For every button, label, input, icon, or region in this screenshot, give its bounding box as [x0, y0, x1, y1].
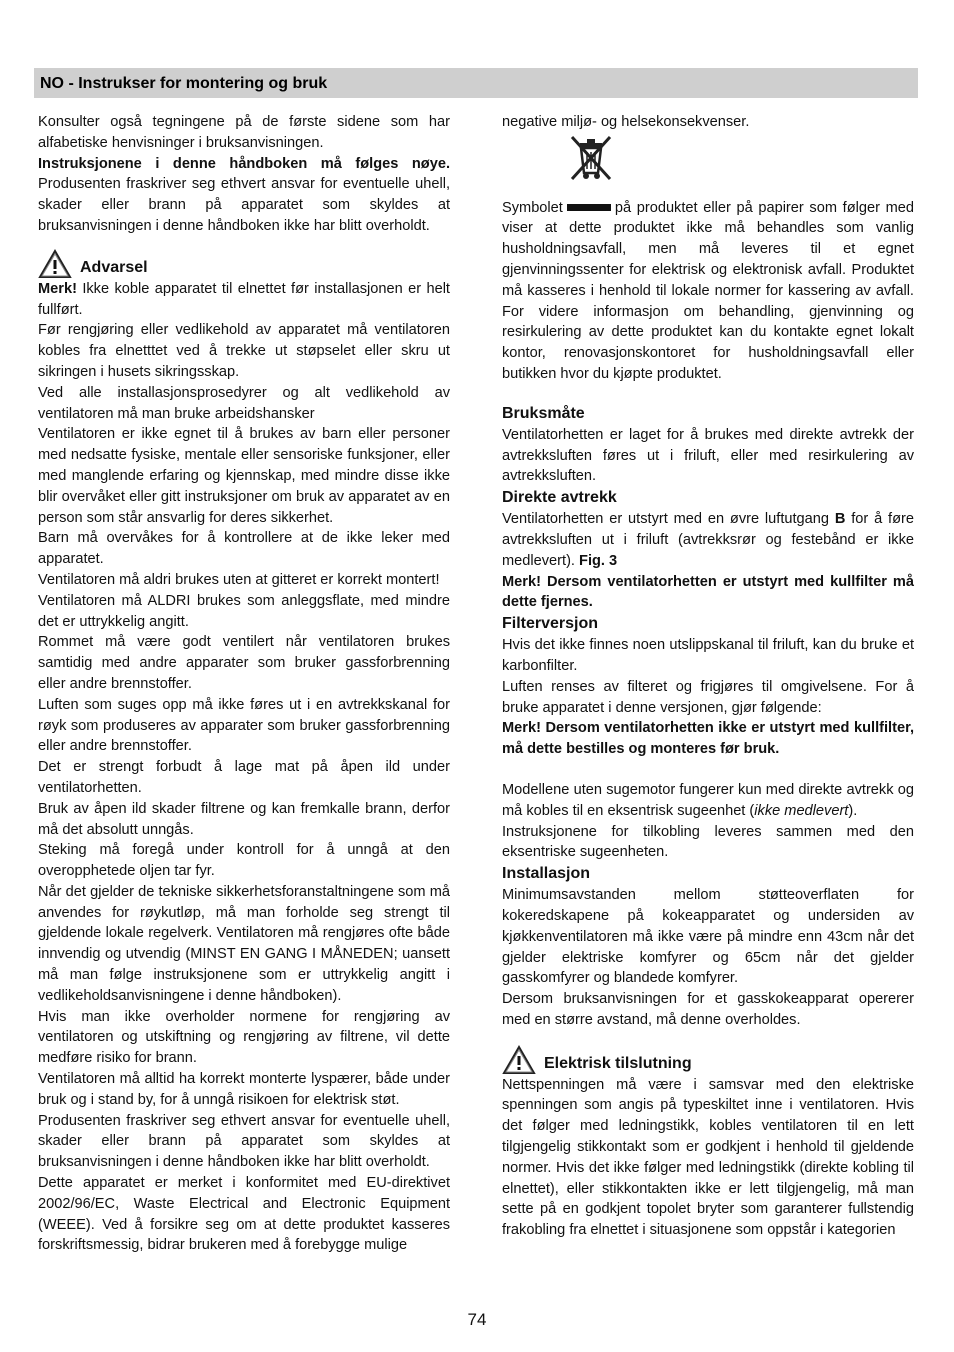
weee-paragraph: Dette apparatet er merket i konformitet med EU-direktivet 2002/96/EC, Waste Electrical and Electronic Equipment (WEEE). Ved å forsikre seg om at dette produktet kasseres forskriftsmessig, bidrar brukeren med å forebygge mulige — [38, 1175, 450, 1254]
section-header — [34, 68, 918, 98]
crossed-bin-icon — [566, 133, 616, 183]
warning-title: Advarsel — [80, 258, 148, 276]
install-paragraph: Minimumsavstanden mellom støtteoverflaten for kokeredskapene på kokeapparatet og undersiden av kjøkkenventilatoren må ikke være på mindre enn 43cm når det gjelder elektriske komfyrer og 65cm når det gjelder gasskomfyrer og blandede komfyrer. — [502, 887, 914, 987]
direkte-paragraph: Ventilatorhetten er utstyrt med en øvre luftutgang B for å føre avtrekksluften ut i friluft (avtrekksrør og festebånd er ikke medlevert). Fig. 3 — [502, 511, 914, 569]
weee-symbol — [566, 133, 914, 190]
page-number: 74 — [467, 1310, 487, 1329]
filter-paragraph: Luften renses av filteret og frigjøres til omgivelsene. For å bruke apparatet i denne versjonen, gjør følgende: — [502, 678, 914, 716]
warning-paragraph: Barn må overvåkes for å kontrollere at de ikke leker med apparatet. — [38, 530, 450, 568]
right-column — [502, 112, 914, 1241]
bruk-paragraph: Ventilatorhetten er laget for å brukes med direkte avtrekk der avtrekksluften føres ut i friluft, eller med resirkulering av avtrekksluften. — [502, 426, 914, 485]
weee-continuation: negative miljø- og helsekonsekvenser. — [502, 114, 750, 130]
modell-paragraph: Modellene uten sugemotor fungerer kun med direkte avtrekk og må kobles til en eksentrisk sugeenhet (ikke medlevert). — [502, 781, 914, 819]
elek-heading — [502, 1045, 914, 1075]
filter-title: Filterversjon — [502, 615, 599, 633]
warning-paragraph: Luften som suges opp må ikke føres ut i en avtrekkskanal for røyk som produseres av apparater som bruker gassforbrenning eller andre brennstoffer. — [38, 696, 450, 755]
direkte-title: Direkte avtrekk — [502, 489, 617, 507]
warning-paragraph: Hvis man ikke overholder normene for rengjøring av ventilatoren og utskiftning og rengjøring av filtrene, vil dette medføre risiko for brann. — [38, 1008, 450, 1067]
warning-paragraph: Produsenten fraskriver seg ethvert ansvar for eventuelle uhell, skader eller brann på apparatet som skyldes at bruksanvisningen i denne håndboken ikke har blitt overholdt. — [38, 1112, 450, 1171]
warning-paragraph: Ventilatoren må ALDRI brukes som anleggsflate, med mindre det er uttrykkelig angitt. — [38, 592, 450, 630]
warning-paragraph: Når det gjelder de tekniske sikkerhetsforanstaltningene som må anvendes for røykutløp, må man forholde seg strengt til gjeldende lokale regelverk. Ventilatoren må rengjøres ofte både innvendig og utvendig (MINST EN GANG I MÅNEDEN; uansett må man følge instruksjonene som er uttrykkelig angitt i vedlikeholdsanvisningene i denne håndboken). — [38, 883, 450, 1004]
filter-paragraph: Hvis det ikke finnes noen utslippskanal til friluft, kan du bruke et karbonfilter. — [502, 637, 914, 674]
warning-triangle-icon — [38, 249, 72, 279]
intro-instructions: Instruksjonene i denne håndboken må følges nøye. Produsenten fraskriver seg ethvert ansvar for eventuelle uhell, skader eller brann på apparatet som skyldes at bruksanvisningen i denne håndboken ikke har blitt overholdt. — [38, 155, 450, 234]
direkte-merk: Merk! Dersom ventilatorhetten er utstyrt med kullfilter må dette fjernes. — [502, 573, 914, 611]
section-title: NO - Instrukser for montering og bruk — [40, 75, 328, 92]
bruk-title: Bruksmåte — [502, 404, 585, 422]
warning-paragraph: Før rengjøring eller vedlikehold av apparatet må ventilatoren kobles fra elnetttet ved å trekke ut støpselet eller skru ut sikringen i husets sikringsskap. — [38, 322, 450, 380]
warning-paragraph: Ventilatoren må aldri brukes uten at gitteret er korrekt montert! — [38, 571, 440, 588]
intro-paragraph: Konsulter også tegningene på de første sidene som har alfabetiske henvisninger i bruksanvisningen. — [38, 114, 450, 151]
warning-paragraph: Ventilatoren må alltid ha korrekt monterte lyspærer, både under bruk og i stand by, for å unngå risikoen for elektrisk støt. — [38, 1071, 450, 1108]
warning-paragraph: Det er strengt forbudt å lage mat på åpen ild under ventilatorhetten. — [38, 759, 450, 796]
warning-triangle-icon — [502, 1045, 536, 1075]
warning-heading — [38, 249, 450, 279]
warning-paragraph: Steking må foregå under kontroll for å unngå at den overopphetede oljen tar fyr. — [38, 842, 450, 880]
merk-paragraph: Merk! Ikke koble apparatet til elnettet før installasjonen er helt fullført. — [38, 280, 450, 318]
warning-paragraph: Bruk av åpen ild skader filtrene og kan fremkalle brann, derfor må det absolutt unngås. — [38, 800, 450, 838]
modell-paragraph: Instruksjonene for tilkobling leveres sammen med den eksentriske sugeenheten. — [502, 823, 914, 861]
install-title: Installasjon — [502, 865, 591, 883]
filter-merk: Merk! Dersom ventilatorhetten ikke er utstyrt med kullfilter, må dette bestilles og monteres før bruk. — [502, 720, 914, 758]
warning-paragraph: Rommet må være godt ventilert når ventilatoren brukes samtidig med andre apparater som bruker gassforbrenning eller andre brennstoffer. — [38, 634, 450, 692]
symbol-paragraph: Symbolet på produktet eller på papirer som følger med viser at dette produktet ikke må behandles som vanlig husholdningsavfall, men må leveres til et egnet gjenvinningssenter for elektrisk og elektronisk avfall. Produktet må kasseres i henhold til lokale normer for kassering av avfall. For videre informasjon om behandling, gjenvinning og resirkulering av dette produktet kan du kontakte egnet lokalt kontor, renovasjonskontoret for husholdningsavfall eller butikken hvor du kjøpte produktet. — [502, 199, 914, 382]
left-column — [38, 112, 450, 1256]
elek-paragraph: Nettspenningen må være i samsvar med den elektriske spenningen som angis på typeskiltet inne i ventilatoren. Hvis det følger med ledningstikk, kobles ventilatoren til en lett tilgjengelig stikkontakt som er godkjent i henhold til gjeldende normer. Hvis det ikke følger med ledningstikk (direkte kobling til elnettet), eller stikkontakten ikke er lett tilgjengelig, må man sette på en godkjent topolet bryter som garanterer fullstendig frakobling fra elnettet i situasjonene som oppstår i kategorien — [502, 1076, 914, 1239]
warning-paragraph: Ventilatoren er ikke egnet til å brukes av barn eller personer med nedsatte fysiske, mentale eller sensoriske funksjoner, eller med manglende erfaring og kjennskap, med mindre disse ikke blir overvåket eller gitt instruksjoner om bruk av apparatet av en person som står ansvarlig for deres sikkerhet. — [38, 426, 450, 526]
elek-title: Elektrisk tilslutning — [544, 1054, 692, 1072]
black-bar-symbol-icon — [567, 204, 611, 211]
install-paragraph: Dersom bruksanvisningen for et gasskokeapparat opererer med en større avstand, må denne overholdes. — [502, 991, 914, 1028]
warning-paragraph: Ved alle installasjonsprosedyrer og alt vedlikehold av ventilatoren må man bruke arbeidshansker — [38, 384, 450, 422]
